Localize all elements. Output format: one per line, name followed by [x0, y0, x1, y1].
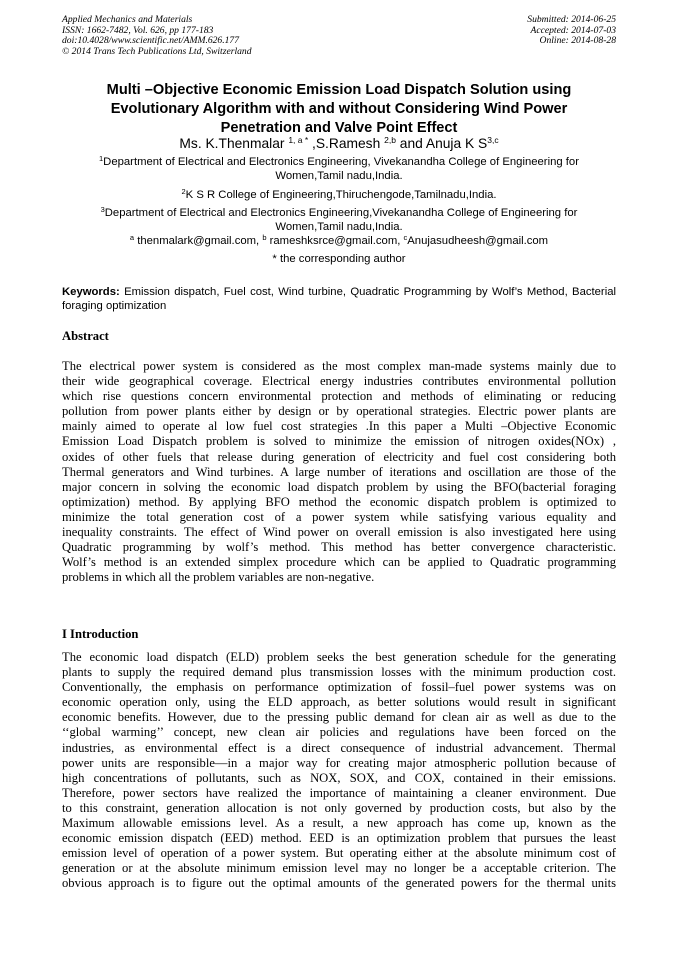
- abstract-line: mainly aimed to operate al low fuel cost strategies .In this paper a Multi –Objective Economic: [62, 419, 616, 434]
- journal-name: Applied Mechanics and Materials: [62, 14, 193, 25]
- author-list: [62, 135, 616, 152]
- email-mark: c: [403, 233, 408, 242]
- abstract-line: optimization) method. By applying BFO method the economic dispatch problem is optimized to: [62, 494, 616, 509]
- journal-copyright: © 2014 Trans Tech Publications Ltd, Switzerland: [62, 45, 252, 57]
- corresponding-author-note: [62, 252, 616, 266]
- affiliation-text: Women,Tamil nadu,India.: [275, 170, 403, 182]
- corresponding-text: * the corresponding author: [272, 253, 406, 265]
- online-date: Online: 2014-08-28: [539, 35, 616, 47]
- author-affiliation-mark: 1, a *: [288, 135, 309, 145]
- abstract-line: which rise questions concern environmental protection and methods of eliminating or reducing: [62, 389, 616, 404]
- intro-line: ‘‘global warming’’ concept, new clean air policies and regulations have been forced on the: [62, 725, 616, 740]
- email-mark: b: [262, 233, 267, 242]
- abstract-line: their wide geographical coverage. Electrical energy industries contributes environmental pollution: [62, 374, 616, 389]
- author-emails: [62, 234, 616, 248]
- title-line: Penetration and Valve Point Effect: [220, 120, 458, 136]
- abstract-line: major concern in solving the economic load dispatch problem by using the BFO(bacterial foraging: [62, 479, 616, 494]
- abstract-line: oxides of other fuels that release during generation of electricity and fuel cost considering both: [62, 449, 616, 464]
- intro-line: economic emission dispatch (EED) method. EED is an optimization problem that pursues the least: [62, 831, 616, 846]
- journal-issn: ISSN: 1662-7482, Vol. 626, pp 177-183: [62, 24, 214, 36]
- intro-line: economic benefits. However, due to the pressing public demand for clean air as well as due to the: [62, 710, 616, 725]
- intro-line: industries, as environmental effect is a direct consequence of industrial advancement. Thermal: [62, 740, 616, 755]
- affiliation-1: [62, 155, 616, 183]
- affiliation-text: Women,Tamil nadu,India.: [275, 221, 403, 233]
- author-affiliation-mark: 2,b: [384, 135, 396, 145]
- keywords-label: Keywords:: [62, 286, 120, 298]
- affiliation-mark: 2: [181, 187, 186, 196]
- abstract-line: Thermal generators and Wind turbines. A large number of iterations and oscillation are those of the: [62, 464, 616, 479]
- title-line: Evolutionary Algorithm with and without Considering Wind Power: [110, 101, 568, 117]
- email-mark: a: [129, 233, 135, 242]
- accepted-date: Accepted: 2014-07-03: [530, 24, 616, 36]
- paper-title: [62, 81, 616, 138]
- introduction-body: [62, 650, 616, 892]
- email-address: thenmalark@gmail.com,: [137, 235, 260, 247]
- intro-line: power units are responsible—in a major way for creating major atmospheric pollution because of: [62, 755, 616, 770]
- abstract-line: Wolf’s method is an extended simplex procedure which can be applied to Quadratic programming: [62, 555, 616, 570]
- author-name: Ms. K.Thenmalar: [179, 136, 285, 151]
- affiliation-3: [62, 206, 616, 234]
- affiliation-text: Department of Electrical and Electronics Engineering,Vivekanandha College of Engineering for: [104, 207, 578, 219]
- abstract-line: minimize the total generation cost of a power system while satisfying various equality and: [62, 509, 616, 524]
- intro-line: economic operation only, using the ELD approach, as better solutions would result in significant: [62, 695, 616, 710]
- title-line: Multi –Objective Economic Emission Load Dispatch Solution using: [106, 82, 572, 98]
- affiliation-2: [62, 188, 616, 202]
- intro-line: The economic load dispatch (ELD) problem seeks the best generation schedule for the generating: [62, 650, 616, 664]
- author-affiliation-mark: 3,c: [487, 135, 499, 145]
- abstract-line: pollution from power plants either by design or by operational strategies. Electric power plants are: [62, 404, 616, 419]
- intro-line: to this constraint, generation allocation is not only governed by production costs, but also by the: [62, 800, 616, 815]
- affiliation-mark: 1: [99, 154, 104, 163]
- email-address: rameshksrce@gmail.com,: [269, 235, 401, 247]
- intro-line: plants to supply the required demand plus transmission losses with the minimum production cost.: [62, 665, 616, 680]
- abstract-line: inequality constraints. The effect of Wind power on overall emission is also investigated here using: [62, 525, 616, 540]
- submitted-date: Submitted: 2014-06-25: [527, 14, 616, 25]
- author-name: and Anuja K S: [399, 136, 488, 151]
- intro-line: generation or at the absolute minimum emission level may no longer be a acceptable criterion. The: [62, 861, 616, 876]
- abstract-line: Emission Load Dispatch problem is solved to minimize the emission of nitrogen oxides(NOx) ,: [62, 434, 616, 449]
- intro-line: Therefore, power sectors have realized the importance of maintaining a cleaner environment. Due: [62, 785, 616, 800]
- abstract-line: Quadratic programming by wolf’s method. This method has better convergence characteristic.: [62, 540, 616, 555]
- affiliation-text: Department of Electrical and Electronics Engineering, Vivekanandha College of Engineering for: [103, 156, 579, 168]
- intro-line: Conventionally, the emphasis on performance optimization of fossil–fuel power systems was on: [62, 680, 616, 695]
- affiliation-text: K S R College of Engineering,Thiruchengode,Tamilnadu,India.: [185, 189, 497, 201]
- abstract-heading: Abstract: [62, 329, 109, 343]
- affiliation-mark: 3: [100, 205, 105, 214]
- abstract-line: problems in which all the problem variables are non-negative.: [62, 570, 375, 585]
- intro-line: obvious approach is to figure out the optimal amounts of the generated powers for the thermal units: [62, 876, 616, 891]
- author-name: ,S.Ramesh: [312, 136, 381, 151]
- intro-line: high concentrations of pollutants, such as NOX, SOX, and COX, contained in their emissions.: [62, 770, 616, 785]
- keywords: [62, 285, 616, 313]
- abstract-body: [62, 359, 616, 585]
- email-address: Anujasudheesh@gmail.com: [407, 235, 549, 247]
- keywords-text: Emission dispatch, Fuel cost, Wind turbine, Quadratic Programming by Wolf’s Method, Bacterial foraging optimization: [62, 286, 616, 312]
- submission-dates: [527, 15, 616, 47]
- intro-line: emission level of operation of a power system. But operating either at the absolute minimum cost of: [62, 846, 616, 861]
- journal-info: [62, 15, 252, 57]
- introduction-heading: I Introduction: [62, 627, 139, 641]
- abstract-line: The electrical power system is considered as the most complex man-made systems mainly due to: [62, 359, 616, 373]
- journal-doi: doi:10.4028/www.scientific.net/AMM.626.177: [62, 35, 240, 47]
- intro-line: Maximum allowable emissions level. As a result, a new approach has come up, known as the: [62, 816, 616, 831]
